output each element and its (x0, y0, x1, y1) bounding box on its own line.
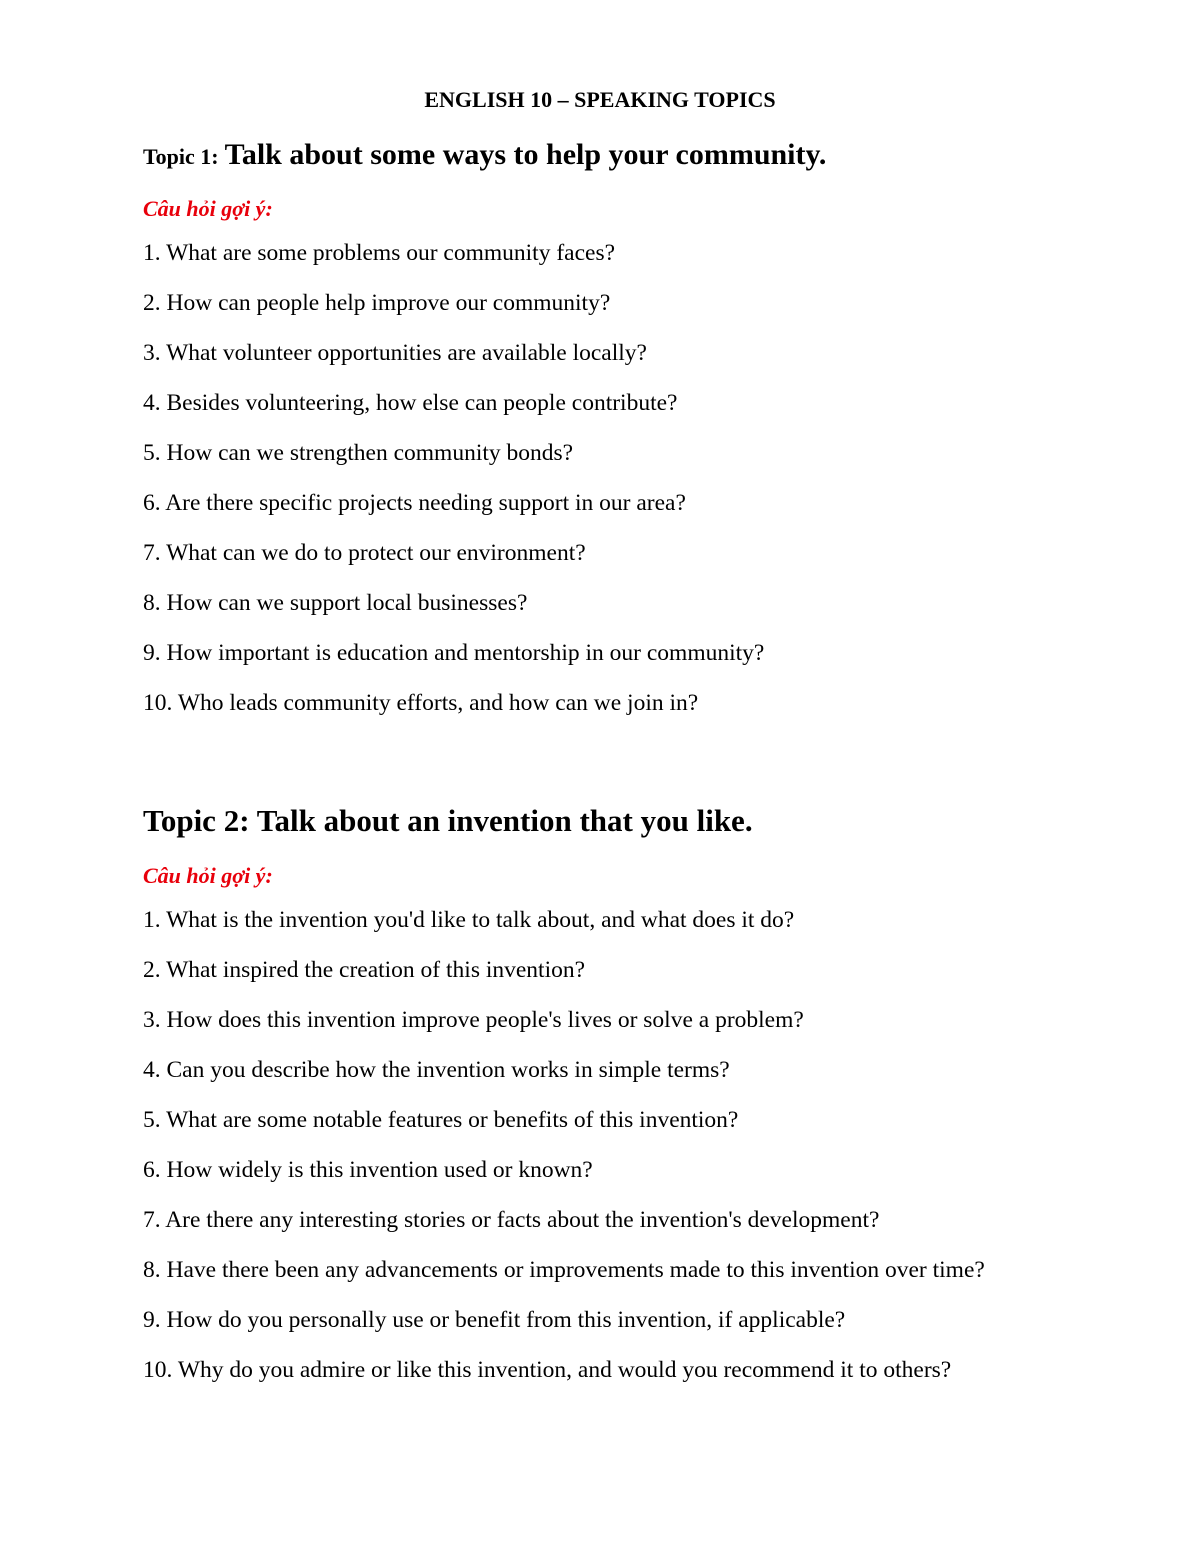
question-item: 3. What volunteer opportunities are available locally? (143, 340, 647, 366)
question-item: 8. How can we support local businesses? (143, 590, 528, 616)
topic-1-section (143, 137, 1073, 720)
question-item: 4. Besides volunteering, how else can people contribute? (143, 390, 678, 416)
question-item: 1. What is the invention you'd like to talk about, and what does it do? (143, 907, 795, 933)
topic-1-heading (143, 137, 1073, 175)
document-title: ENGLISH 10 – SPEAKING TOPICS (424, 87, 776, 112)
topic-1-prefix: Topic 1: (143, 144, 219, 169)
topic-1-question-list (143, 236, 1073, 720)
question-item: 9. How do you personally use or benefit from this invention, if applicable? (143, 1307, 846, 1333)
question-item: 7. Are there any interesting stories or facts about the invention's development? (143, 1207, 880, 1233)
question-item: 6. How widely is this invention used or known? (143, 1157, 593, 1183)
question-item: 10. Who leads community efforts, and how can we join in? (143, 690, 699, 716)
question-item: 10. Why do you admire or like this invention, and would you recommend it to others? (143, 1357, 952, 1383)
question-item: 5. How can we strengthen community bonds? (143, 440, 574, 466)
question-item: 5. What are some notable features or benefits of this invention? (143, 1107, 739, 1133)
topic-1-hint-label: Câu hỏi gợi ý: (143, 196, 273, 221)
question-item: 4. Can you describe how the invention works in simple terms? (143, 1057, 730, 1083)
question-item: 3. How does this invention improve people's lives or solve a problem? (143, 1007, 804, 1033)
topic-2-question-list (143, 903, 1073, 1387)
question-item: 1. What are some problems our community faces? (143, 240, 616, 266)
topic-2-hint-label: Câu hỏi gợi ý: (143, 863, 273, 888)
question-item: 7. What can we do to protect our environment? (143, 540, 586, 566)
topic-2-heading: Topic 2: Talk about an invention that you like. (143, 803, 753, 838)
question-item: 6. Are there specific projects needing support in our area? (143, 490, 686, 516)
topic-2-section (143, 801, 1073, 1387)
question-item: 8. Have there been any advancements or improvements made to this invention over time? (143, 1257, 985, 1283)
topic-1-title: Talk about some ways to help your community. (224, 138, 827, 171)
question-item: 2. What inspired the creation of this invention? (143, 957, 586, 983)
question-item: 2. How can people help improve our community? (143, 290, 611, 316)
question-item: 9. How important is education and mentorship in our community? (143, 640, 765, 666)
